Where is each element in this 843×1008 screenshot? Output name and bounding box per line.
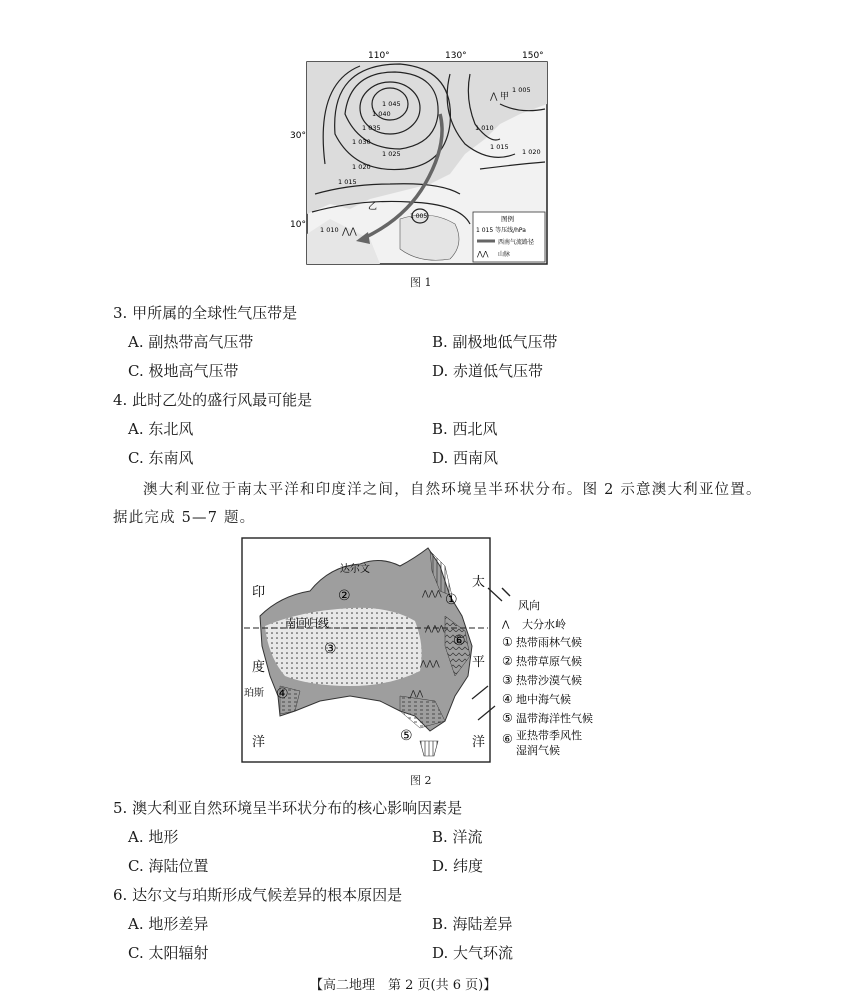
q3-option-d[interactable]: D. 赤道低气压带: [432, 362, 544, 380]
zone-2: ②: [338, 588, 351, 604]
isobar-label: 1 010: [320, 226, 339, 234]
lat-10: 10°: [290, 220, 306, 230]
isobar-label: 1 040: [372, 110, 391, 118]
figure-2: [240, 536, 606, 766]
ocean-left-3: 洋: [252, 735, 266, 750]
question-5-stem: 5. 澳大利亚自然环境呈半环状分布的核心影响因素是: [113, 799, 463, 817]
isobar-label: 1 005: [410, 213, 428, 220]
legend-zone-4: ④: [502, 692, 513, 706]
q5-option-d[interactable]: D. 纬度: [432, 857, 484, 875]
q5-option-b[interactable]: B. 洋流: [432, 828, 483, 846]
place-jia: 甲: [500, 92, 510, 102]
label-darwin: 达尔文: [340, 564, 370, 575]
isobar-label: 1 010: [475, 124, 494, 132]
lon-110: 110°: [368, 51, 390, 61]
legend-wind: 风向: [518, 599, 540, 612]
label-tropic: 南回归线: [285, 617, 329, 630]
isobar-label: 1 030: [352, 138, 371, 146]
figure-2-caption: 图 2: [410, 774, 432, 787]
page-footer: 【高二地理 第 2 页(共 6 页)】: [310, 978, 497, 993]
legend-c2: 热带草原气候: [516, 655, 582, 668]
zone-5: ⑤: [400, 728, 413, 744]
intro-line-2: 据此完成 5—7 题。: [113, 510, 256, 526]
ocean-right-2: 平: [472, 655, 486, 670]
q6-option-b[interactable]: B. 海陆差异: [432, 915, 513, 933]
svg-text:⋀⋀: ⋀⋀: [410, 689, 424, 698]
svg-text:⋀⋀⋀: ⋀⋀⋀: [422, 589, 442, 598]
legend-zone-6: ⑥: [502, 732, 513, 746]
intro-line-1: 澳大利亚位于南太平洋和印度洋之间，自然环境呈半环状分布。图 2 示意澳大利亚位置。: [143, 482, 762, 498]
q4-option-d[interactable]: D. 西南风: [432, 449, 499, 467]
zone-1: ①: [445, 592, 458, 608]
label-perth: 珀斯: [244, 688, 264, 699]
legend-divide: 大分水岭: [522, 618, 566, 631]
ocean-right-3: 洋: [472, 735, 486, 750]
legend-zone-5: ⑤: [502, 711, 513, 725]
figure-1: [290, 44, 560, 274]
zone-3: ③: [324, 641, 337, 657]
isobar-label: 1 045: [382, 100, 401, 108]
isobar-label: 1 020: [352, 163, 371, 171]
legend-title: 图例: [501, 215, 514, 223]
legend-c5: 温带海洋性气候: [516, 712, 593, 725]
lon-150: 150°: [522, 51, 544, 61]
legend-mountain: 山脉: [498, 251, 511, 258]
ocean-left-2: 度: [252, 660, 266, 675]
question-4-stem: 4. 此时乙处的盛行风最可能是: [113, 391, 313, 409]
q4-option-b[interactable]: B. 西北风: [432, 420, 498, 438]
legend-c6b: 湿润气候: [516, 744, 560, 757]
svg-text:⋀⋀⋀: ⋀⋀⋀: [420, 659, 440, 668]
q6-option-c[interactable]: C. 太阳辐射: [128, 944, 209, 962]
q3-option-a[interactable]: A. 副热带高气压带: [128, 333, 254, 351]
isobar-label: 1 015: [490, 143, 509, 151]
figure-1-caption: 图 1: [410, 276, 432, 289]
place-yi: 乙: [368, 202, 378, 212]
svg-text:⋀⋀⋀: ⋀⋀⋀: [425, 624, 445, 633]
figure-1-map: [290, 44, 560, 274]
q5-option-a[interactable]: A. 地形: [128, 828, 179, 846]
legend-zone-2: ②: [502, 654, 513, 668]
legend-zone-1: ①: [502, 635, 513, 649]
legend-isobar: 1 015 等压线/hPa: [476, 227, 526, 234]
lat-30: 30°: [290, 131, 306, 141]
isobar-label: 1 035: [362, 124, 381, 132]
q6-option-d[interactable]: D. 大气环流: [432, 944, 514, 962]
isobar-label: 1 015: [338, 178, 357, 186]
q6-option-a[interactable]: A. 地形差异: [128, 915, 209, 933]
q4-option-a[interactable]: A. 东北风: [128, 420, 194, 438]
isobar-label: 1 025: [382, 150, 401, 158]
legend-path: 西南气流路径: [498, 239, 535, 246]
q3-option-c[interactable]: C. 极地高气压带: [128, 362, 239, 380]
q4-option-c[interactable]: C. 东南风: [128, 449, 194, 467]
lon-130: 130°: [445, 51, 467, 61]
q5-option-c[interactable]: C. 海陆位置: [128, 857, 209, 875]
q3-option-b[interactable]: B. 副极地低气压带: [432, 333, 558, 351]
zone-4: ④: [276, 686, 289, 702]
isobar-label: 1 005: [512, 86, 531, 94]
legend-zone-3: ③: [502, 673, 513, 687]
zone-6: ⑥: [453, 633, 466, 649]
question-6-stem: 6. 达尔文与珀斯形成气候差异的根本原因是: [113, 886, 403, 904]
legend-c3: 热带沙漠气候: [516, 674, 582, 687]
svg-text:⋀: ⋀: [502, 620, 510, 630]
question-3-stem: 3. 甲所属的全球性气压带是: [113, 304, 298, 322]
svg-text:⋀⋀: ⋀⋀: [342, 227, 357, 237]
figure-2-map: [240, 536, 606, 766]
legend-c1: 热带雨林气候: [516, 636, 582, 649]
ocean-right-1: 太: [472, 575, 486, 590]
ocean-left-1: 印: [252, 585, 266, 600]
svg-text:⋀⋀: ⋀⋀: [477, 250, 489, 258]
legend-c6a: 亚热带季风性: [516, 729, 582, 742]
legend-c4: 地中海气候: [516, 693, 571, 706]
isobar-label: 1 020: [522, 148, 541, 156]
svg-text:⋀: ⋀: [490, 92, 498, 102]
